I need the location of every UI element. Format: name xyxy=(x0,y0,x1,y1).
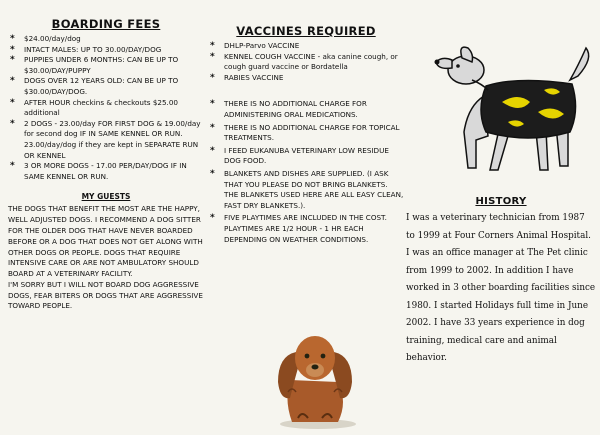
asterisk-bullet-icon: * xyxy=(10,55,15,66)
walking-dog-in-coat-icon xyxy=(428,40,596,180)
boarding-column xyxy=(8,0,204,312)
asterisk-bullet-icon: * xyxy=(10,44,15,55)
my-guests-title: MY GUESTS xyxy=(81,192,131,202)
list-item: * INTACT MALES: UP TO 30.00/DAY/DOG xyxy=(10,44,162,55)
asterisk-bullet-icon: * xyxy=(210,213,215,224)
asterisk-bullet-icon: * xyxy=(210,122,215,133)
list-item: * PUPPIES UNDER 6 MONTHS: CAN BE UP TO $30.00/DAY/PUPPY xyxy=(10,55,179,75)
asterisk-bullet-icon: * xyxy=(10,76,15,87)
list-item: * BLANKETS AND DISHES ARE SUPPLIED. (I ASK THAT YOU PLEASE DO NOT BRING BLANKETS. THE BLANKETS USED HERE ARE ALL EASY CLEAN, FAST DRY BLANKETS.). xyxy=(210,168,404,210)
asterisk-bullet-icon: * xyxy=(210,72,215,83)
my-guests-text: THE DOGS THAT BENEFIT THE MOST ARE THE HAPPY, WELL ADJUSTED DOGS. I RECOMMEND A DOG SITTER FOR THE OLDER DOG THAT HAVE NEVER BOARDED BEFORE OR A DOG THAT DOES NOT GET ALONG WITH OTHER DOGS OR PEOPLE. DOGS THAT REQUIRE INTENSIVE CARE OR ARE NOT AMBULATORY SHOULD BOARD AT A VETERINARY FACILITY. xyxy=(8,204,203,279)
history-column xyxy=(406,0,596,368)
list-item: * DOGS OVER 12 YEARS OLD: CAN BE UP TO $30.00/DAY/DOG. xyxy=(10,76,179,96)
list-item: * THERE IS NO ADDITIONAL CHARGE FOR ADMINISTERING ORAL MEDICATIONS. xyxy=(210,99,367,119)
list-item: * THERE IS NO ADDITIONAL CHARGE FOR TOPICAL TREATMENTS. xyxy=(210,122,400,143)
list-item: * RABIES VACCINE xyxy=(210,72,284,83)
my-guests-policy: I'M SORRY BUT I WILL NOT BOARD DOG AGGRESSIVE DOGS, FEAR BITERS OR DOGS THAT ARE AGGRESSIVE TOWARD PEOPLE. xyxy=(8,279,203,311)
list-item: * FIVE PLAYTIMES ARE INCLUDED IN THE COST. PLAYTIMES ARE 1/2 HOUR - 1 HR EACH DEPENDING ON WEATHER CONDITIONS. xyxy=(210,213,387,244)
spaniel-puppy-icon xyxy=(268,322,360,432)
asterisk-bullet-icon: * xyxy=(10,97,15,108)
list-item: * 3 OR MORE DOGS - 17.00 PER/DAY/DOG IF IN SAME KENNEL OR RUN. xyxy=(10,161,187,181)
policy-notes-list xyxy=(208,99,404,245)
vaccines-title: VACCINES REQUIRED xyxy=(236,24,376,38)
history-title: HISTORY xyxy=(475,196,527,207)
asterisk-bullet-icon: * xyxy=(210,99,215,110)
asterisk-bullet-icon: * xyxy=(10,161,15,172)
list-item: * $24.00/day/dog xyxy=(10,34,81,44)
asterisk-bullet-icon: * xyxy=(10,118,15,129)
list-item: * 2 DOGS - 23.00/day FOR FIRST DOG & 19.00/day for second dog IF IN SAME KENNEL OR RUN. 23.00/day/dog if they are kept in SEPARATE RUN OR KENNEL xyxy=(10,118,201,160)
asterisk-bullet-icon: * xyxy=(210,51,215,62)
asterisk-bullet-icon: * xyxy=(10,34,15,44)
list-item: * DHLP-Parvo VACCINE xyxy=(210,41,300,51)
list-item: * KENNEL COUGH VACCINE - aka canine cough, or cough guard vaccine or Bordatella xyxy=(210,51,398,72)
history-text: I was a veterinary technician from 1987 to 1999 at Four Corners Animal Hospital. I was an office manager at The Pet clinic from 1999 to 2002. In addition I have worked in 3 other boarding facilities since 1980. I started Holidays full time in June 2002. I have 33 years experience in dog training, medical care and animal behavior. xyxy=(406,213,596,363)
asterisk-bullet-icon: * xyxy=(210,168,215,179)
history-section xyxy=(406,210,596,368)
asterisk-bullet-icon: * xyxy=(210,145,215,156)
asterisk-bullet-icon: * xyxy=(210,41,215,51)
list-item: * AFTER HOUR checkins & checkouts $25.00 additional xyxy=(10,97,178,118)
vaccines-list xyxy=(208,41,404,83)
boarding-fees-title: BOARDING FEES xyxy=(51,17,161,31)
list-item: * I FEED EUKANUBA VETERINARY LOW RESIDUE DOG FOOD. xyxy=(210,145,389,166)
boarding-fees-list xyxy=(8,34,204,182)
my-guests-section xyxy=(8,192,204,312)
vaccines-column xyxy=(208,0,404,247)
